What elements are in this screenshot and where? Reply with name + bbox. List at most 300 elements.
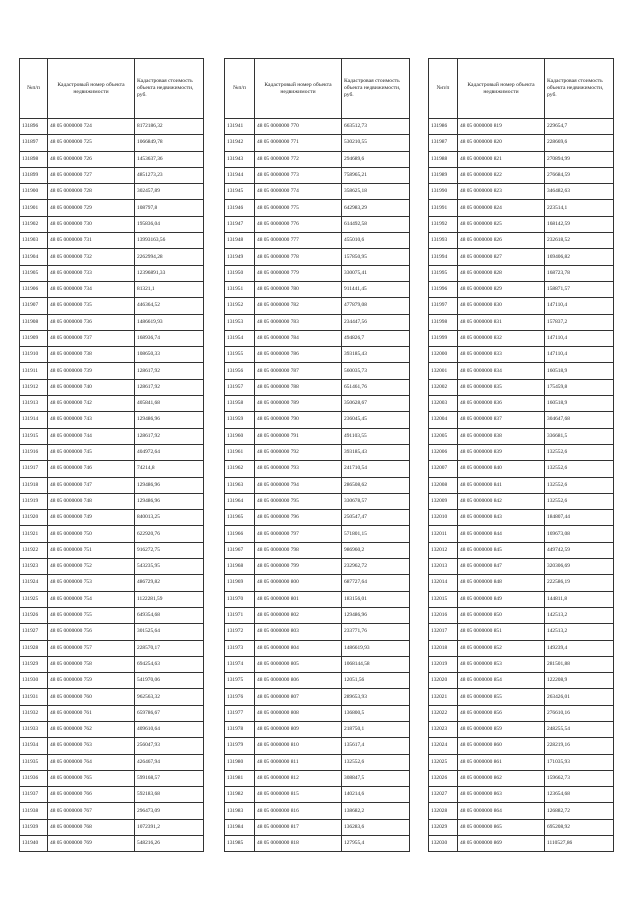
cadastral-cost: 128617,92 [135, 363, 204, 379]
cadastral-number: 48 05 0000000 864 [458, 803, 545, 819]
table-row [20, 216, 204, 232]
cadastral-cost: 1122281,59 [135, 591, 204, 607]
cadastral-number: 48 05 0000000 734 [48, 281, 135, 297]
cadastral-number: 48 05 0000000 819 [458, 119, 545, 135]
row-number: 131898 [20, 151, 48, 167]
table-row [225, 624, 410, 640]
row-number: 132029 [429, 819, 458, 835]
row-number: 132016 [429, 607, 458, 623]
table-row [20, 249, 204, 265]
header-cadastral-number: Кадастровый номер объекта недвижимости [255, 59, 342, 119]
cadastral-cost: 320306,69 [545, 559, 614, 575]
cadastral-number: 48 05 0000000 774 [255, 184, 342, 200]
cadastral-number: 48 05 0000000 843 [458, 510, 545, 526]
cadastral-number: 48 05 0000000 724 [48, 119, 135, 135]
table-row [429, 559, 614, 575]
cadastral-number: 48 05 0000000 754 [48, 591, 135, 607]
table-row [20, 819, 204, 835]
row-number: 131945 [225, 184, 255, 200]
row-number: 131982 [225, 787, 255, 803]
table-row [429, 542, 614, 558]
cadastral-cost: 405841,68 [135, 396, 204, 412]
row-number: 131948 [225, 233, 255, 249]
cadastral-number: 48 05 0000000 762 [48, 721, 135, 737]
row-number: 131928 [20, 640, 48, 656]
table-row [225, 314, 410, 330]
table-row [225, 575, 410, 591]
header-row [429, 59, 614, 119]
cadastral-cost: 128617,92 [135, 428, 204, 444]
row-number: 131941 [225, 119, 255, 135]
row-number: 131991 [429, 200, 458, 216]
table-row [225, 363, 410, 379]
table-row [429, 461, 614, 477]
cadastral-number: 48 05 0000000 779 [255, 265, 342, 281]
row-number: 131922 [20, 542, 48, 558]
cadastral-cost: 1486619,93 [342, 640, 410, 656]
cadastral-cost: 135617,4 [342, 738, 410, 754]
cadastral-cost: 263426,01 [545, 689, 614, 705]
row-number: 131900 [20, 184, 48, 200]
table-row [225, 803, 410, 819]
row-number: 131972 [225, 624, 255, 640]
table-row [20, 607, 204, 623]
row-number: 131983 [225, 803, 255, 819]
cadastral-cost: 296473,09 [135, 803, 204, 819]
cadastral-cost: 123654,68 [545, 787, 614, 803]
cadastral-number: 48 05 0000000 802 [255, 607, 342, 623]
cadastral-number: 48 05 0000000 838 [458, 428, 545, 444]
cadastral-cost: 222586,19 [545, 575, 614, 591]
row-number: 131930 [20, 673, 48, 689]
row-number: 131985 [225, 836, 255, 852]
cadastral-number: 48 05 0000000 775 [255, 200, 342, 216]
cadastral-cost: 228219,16 [545, 738, 614, 754]
cadastral-cost: 393185,43 [342, 347, 410, 363]
cadastral-cost: 13993163,56 [135, 233, 204, 249]
cadastral-cost: 541970,06 [135, 673, 204, 689]
cadastral-number: 48 05 0000000 777 [255, 233, 342, 249]
cadastral-cost: 236045,45 [342, 412, 410, 428]
cadastral-number: 48 05 0000000 771 [255, 135, 342, 151]
table-row [225, 167, 410, 183]
row-number: 131954 [225, 330, 255, 346]
row-number: 132009 [429, 493, 458, 509]
cadastral-number: 48 05 0000000 842 [458, 493, 545, 509]
table-row [225, 819, 410, 835]
row-number: 131955 [225, 347, 255, 363]
row-number: 131905 [20, 265, 48, 281]
row-number: 131952 [225, 298, 255, 314]
row-number: 131919 [20, 493, 48, 509]
table-row [20, 330, 204, 346]
row-number: 131970 [225, 591, 255, 607]
cadastral-cost: 571801,15 [342, 526, 410, 542]
row-number: 131963 [225, 477, 255, 493]
table-row [20, 281, 204, 297]
cadastral-cost: 393185,43 [342, 444, 410, 460]
table-row [429, 689, 614, 705]
table-row [225, 428, 410, 444]
cadastral-number: 48 05 0000000 778 [255, 249, 342, 265]
cadastral-number: 48 05 0000000 860 [458, 738, 545, 754]
table-row [20, 412, 204, 428]
table-row [20, 559, 204, 575]
row-number: 131934 [20, 738, 48, 754]
cadastral-number: 48 05 0000000 812 [255, 770, 342, 786]
cadastral-cost: 142513,2 [545, 607, 614, 623]
row-number: 131925 [20, 591, 48, 607]
cadastral-cost: 1066849,78 [135, 135, 204, 151]
cadastral-number: 48 05 0000000 828 [458, 265, 545, 281]
table-row [225, 396, 410, 412]
cadastral-number: 48 05 0000000 770 [255, 119, 342, 135]
cadastral-number: 48 05 0000000 855 [458, 689, 545, 705]
table-row [429, 803, 614, 819]
table-row [225, 493, 410, 509]
cadastral-cost: 687727,64 [342, 575, 410, 591]
cadastral-cost: 916272,75 [135, 542, 204, 558]
cadastral-cost: 477879,08 [342, 298, 410, 314]
row-number: 131993 [429, 233, 458, 249]
table-row [225, 559, 410, 575]
cadastral-cost: 183156,01 [342, 591, 410, 607]
table-row [20, 379, 204, 395]
table-row [429, 363, 614, 379]
table-row [225, 591, 410, 607]
row-number: 131920 [20, 510, 48, 526]
cadastral-cost: 1068144,58 [342, 656, 410, 672]
cadastral-cost: 614492,58 [342, 216, 410, 232]
cadastral-number: 48 05 0000000 854 [458, 673, 545, 689]
cadastral-number: 48 05 0000000 820 [458, 135, 545, 151]
cadastral-number: 48 05 0000000 822 [458, 167, 545, 183]
table-row [429, 673, 614, 689]
cadastral-number: 48 05 0000000 804 [255, 640, 342, 656]
cadastral-cost: 330075,41 [342, 265, 410, 281]
cadastral-cost: 126882,72 [545, 803, 614, 819]
table-row [429, 656, 614, 672]
row-number: 132011 [429, 526, 458, 542]
cadastral-cost: 4851273,23 [135, 167, 204, 183]
table-row [429, 787, 614, 803]
cadastral-cost: 592183,68 [135, 787, 204, 803]
table-row [20, 803, 204, 819]
cadastral-number: 48 05 0000000 791 [255, 428, 342, 444]
cadastral-cost: 426467,94 [135, 754, 204, 770]
cadastral-cost: 169406,82 [545, 249, 614, 265]
cadastral-number: 48 05 0000000 732 [48, 249, 135, 265]
cadastral-cost: 127955,4 [342, 836, 410, 852]
row-number: 131908 [20, 314, 48, 330]
row-number: 131913 [20, 396, 48, 412]
cadastral-cost: 911441,45 [342, 281, 410, 297]
cadastral-cost: 962563,32 [135, 689, 204, 705]
row-number: 131966 [225, 526, 255, 542]
cadastral-cost: 108797,8 [135, 200, 204, 216]
table-row [20, 705, 204, 721]
cadastral-number: 48 05 0000000 730 [48, 216, 135, 232]
cadastral-number: 48 05 0000000 763 [48, 738, 135, 754]
cadastral-cost: 276610,16 [545, 705, 614, 721]
row-number: 132030 [429, 836, 458, 852]
cadastral-number: 48 05 0000000 859 [458, 721, 545, 737]
table-row [225, 542, 410, 558]
row-number: 131896 [20, 119, 48, 135]
cadastral-number: 48 05 0000000 758 [48, 656, 135, 672]
cadastral-number: 48 05 0000000 795 [255, 493, 342, 509]
row-number: 132023 [429, 721, 458, 737]
cadastral-cost: 649354,68 [135, 607, 204, 623]
cadastral-cost: 289653,93 [342, 689, 410, 705]
table-row [225, 347, 410, 363]
cadastral-number: 48 05 0000000 788 [255, 379, 342, 395]
table-row [20, 184, 204, 200]
row-number: 132008 [429, 477, 458, 493]
cadastral-number: 48 05 0000000 824 [458, 200, 545, 216]
cadastral-cost: 548216,26 [135, 836, 204, 852]
table-row [225, 379, 410, 395]
cadastral-cost: 599168,57 [135, 770, 204, 786]
row-number: 131950 [225, 265, 255, 281]
cadastral-table-2 [224, 58, 410, 852]
cadastral-cost: 276684,59 [545, 167, 614, 183]
row-number: 131916 [20, 444, 48, 460]
cadastral-number: 48 05 0000000 776 [255, 216, 342, 232]
cadastral-cost: 494826,7 [342, 330, 410, 346]
table-row [225, 656, 410, 672]
row-number: 132000 [429, 347, 458, 363]
cadastral-number: 48 05 0000000 808 [255, 705, 342, 721]
cadastral-cost: 695208,92 [545, 819, 614, 835]
table-row [225, 119, 410, 135]
cadastral-cost: 81321,1 [135, 281, 204, 297]
table-row [429, 770, 614, 786]
cadastral-number: 48 05 0000000 798 [255, 542, 342, 558]
cadastral-cost: 491103,55 [342, 428, 410, 444]
row-number: 131907 [20, 298, 48, 314]
row-number: 131969 [225, 575, 255, 591]
table-row [20, 314, 204, 330]
cadastral-number: 48 05 0000000 745 [48, 444, 135, 460]
table-row [225, 738, 410, 754]
table-row [225, 721, 410, 737]
table-row [20, 363, 204, 379]
cadastral-cost: 144811,8 [545, 591, 614, 607]
table-row [20, 787, 204, 803]
cadastral-number: 48 05 0000000 757 [48, 640, 135, 656]
table-row [225, 836, 410, 852]
cadastral-number: 48 05 0000000 829 [458, 281, 545, 297]
table-row [20, 428, 204, 444]
cadastral-number: 48 05 0000000 851 [458, 624, 545, 640]
table-row [429, 119, 614, 135]
cadastral-number: 48 05 0000000 849 [458, 591, 545, 607]
cadastral-cost: 74214,8 [135, 461, 204, 477]
row-number: 131926 [20, 607, 48, 623]
row-number: 131999 [429, 330, 458, 346]
row-number: 131960 [225, 428, 255, 444]
header-num: №п/п [225, 59, 255, 119]
row-number: 131961 [225, 444, 255, 460]
row-number: 132022 [429, 705, 458, 721]
table-row [429, 836, 614, 852]
cadastral-number: 48 05 0000000 739 [48, 363, 135, 379]
table-row [225, 640, 410, 656]
cadastral-cost: 168936,74 [135, 330, 204, 346]
cadastral-number: 48 05 0000000 767 [48, 803, 135, 819]
row-number: 131974 [225, 656, 255, 672]
cadastral-cost: 301525,64 [135, 624, 204, 640]
table-row [429, 444, 614, 460]
table-row [20, 770, 204, 786]
cadastral-number: 48 05 0000000 863 [458, 787, 545, 803]
table-row [429, 493, 614, 509]
row-number: 131994 [429, 249, 458, 265]
table-row [429, 607, 614, 623]
table-row [429, 819, 614, 835]
cadastral-cost: 346482,63 [545, 184, 614, 200]
cadastral-number: 48 05 0000000 769 [48, 836, 135, 852]
table-row [225, 249, 410, 265]
cadastral-number: 48 05 0000000 816 [255, 803, 342, 819]
cadastral-number: 48 05 0000000 738 [48, 347, 135, 363]
row-number: 131958 [225, 396, 255, 412]
table-row [429, 510, 614, 526]
row-number: 131995 [429, 265, 458, 281]
header-cadastral-cost: Кадастровая стоимость объекта недвижимости, руб. [342, 59, 410, 119]
cadastral-number: 48 05 0000000 826 [458, 233, 545, 249]
row-number: 131986 [429, 119, 458, 135]
table-row [20, 689, 204, 705]
table-row [429, 233, 614, 249]
table-row [225, 787, 410, 803]
cadastral-cost: 108650,33 [135, 347, 204, 363]
cadastral-cost: 175459,8 [545, 379, 614, 395]
table-row [429, 330, 614, 346]
cadastral-cost: 228669,6 [545, 135, 614, 151]
cadastral-cost: 140214,6 [342, 787, 410, 803]
cadastral-cost: 136800,5 [342, 705, 410, 721]
cadastral-number: 48 05 0000000 809 [255, 721, 342, 737]
cadastral-number: 48 05 0000000 746 [48, 461, 135, 477]
table-row [225, 330, 410, 346]
cadastral-number: 48 05 0000000 830 [458, 298, 545, 314]
cadastral-number: 48 05 0000000 727 [48, 167, 135, 183]
row-number: 131997 [429, 298, 458, 314]
row-number: 131978 [225, 721, 255, 737]
cadastral-cost: 486729,82 [135, 575, 204, 591]
row-number: 131912 [20, 379, 48, 395]
table-row [20, 656, 204, 672]
cadastral-number: 48 05 0000000 853 [458, 656, 545, 672]
table-row [429, 591, 614, 607]
row-number: 132012 [429, 542, 458, 558]
cadastral-cost: 350628,67 [342, 396, 410, 412]
cadastral-cost: 1486619,93 [135, 314, 204, 330]
cadastral-cost: 223514,1 [545, 200, 614, 216]
table-row [225, 754, 410, 770]
cadastral-number: 48 05 0000000 726 [48, 151, 135, 167]
cadastral-number: 48 05 0000000 748 [48, 493, 135, 509]
row-number: 131903 [20, 233, 48, 249]
cadastral-number: 48 05 0000000 750 [48, 526, 135, 542]
table-row [225, 607, 410, 623]
cadastral-number: 48 05 0000000 848 [458, 575, 545, 591]
row-number: 131910 [20, 347, 48, 363]
table-row [20, 135, 204, 151]
cadastral-number: 48 05 0000000 844 [458, 526, 545, 542]
cadastral-cost: 218750,1 [342, 721, 410, 737]
cadastral-number: 48 05 0000000 735 [48, 298, 135, 314]
cadastral-cost: 986960,2 [342, 542, 410, 558]
table-row [429, 705, 614, 721]
table-row [225, 770, 410, 786]
cadastral-cost: 840013,25 [135, 510, 204, 526]
table-row [225, 135, 410, 151]
row-number: 131973 [225, 640, 255, 656]
header-cadastral-number: Кадастровый номер объекта недвижимости [458, 59, 545, 119]
row-number: 132004 [429, 412, 458, 428]
row-number: 131956 [225, 363, 255, 379]
cadastral-cost: 758965,21 [342, 167, 410, 183]
table-row [20, 721, 204, 737]
row-number: 131947 [225, 216, 255, 232]
header-num: №п/п [20, 59, 48, 119]
cadastral-cost: 543235,95 [135, 559, 204, 575]
row-number: 132025 [429, 754, 458, 770]
cadastral-number: 48 05 0000000 800 [255, 575, 342, 591]
cadastral-cost: 358625,18 [342, 184, 410, 200]
table-row [225, 216, 410, 232]
row-number: 131917 [20, 461, 48, 477]
cadastral-cost: 232618,52 [545, 233, 614, 249]
row-number: 131980 [225, 754, 255, 770]
table-row [20, 461, 204, 477]
row-number: 131915 [20, 428, 48, 444]
table-row [20, 575, 204, 591]
cadastral-cost: 409610,64 [135, 721, 204, 737]
table-row [429, 135, 614, 151]
row-number: 131899 [20, 167, 48, 183]
table-row [225, 673, 410, 689]
row-number: 132006 [429, 444, 458, 460]
row-number: 131968 [225, 559, 255, 575]
row-number: 131902 [20, 216, 48, 232]
table-row [429, 167, 614, 183]
row-number: 132020 [429, 673, 458, 689]
cadastral-number: 48 05 0000000 760 [48, 689, 135, 705]
row-number: 131981 [225, 770, 255, 786]
row-number: 131924 [20, 575, 48, 591]
table-row [429, 347, 614, 363]
cadastral-cost: 168142,59 [545, 216, 614, 232]
cadastral-cost: 330678,57 [342, 493, 410, 509]
row-number: 132002 [429, 379, 458, 395]
cadastral-number: 48 05 0000000 796 [255, 510, 342, 526]
row-number: 131967 [225, 542, 255, 558]
cadastral-number: 48 05 0000000 772 [255, 151, 342, 167]
cadastral-cost: 129486,96 [135, 493, 204, 509]
cadastral-cost: 8172186,32 [135, 119, 204, 135]
table-row [429, 738, 614, 754]
cadastral-number: 48 05 0000000 827 [458, 249, 545, 265]
cadastral-cost: 195836,04 [135, 216, 204, 232]
table-row [20, 167, 204, 183]
cadastral-number: 48 05 0000000 856 [458, 705, 545, 721]
table-row [20, 151, 204, 167]
table-row [429, 379, 614, 395]
